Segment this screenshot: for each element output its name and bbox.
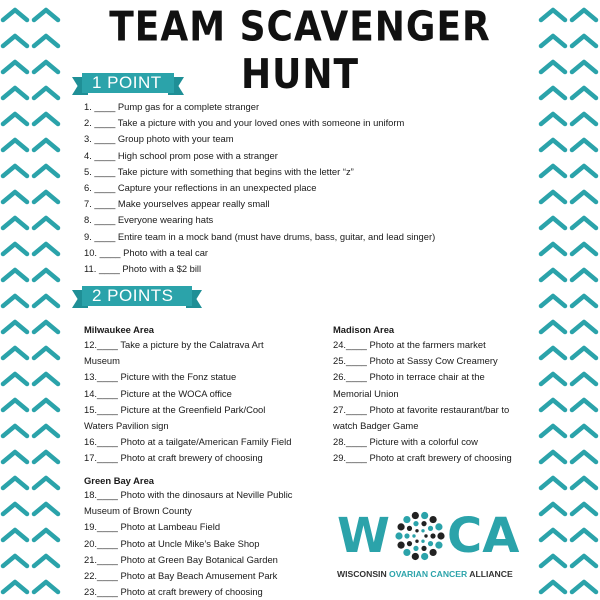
logo-dot (428, 526, 433, 531)
chevron-icon (541, 322, 565, 332)
right-chevron-border (538, 0, 600, 600)
chevron-icon (541, 114, 565, 124)
chevron-icon (541, 218, 565, 228)
one-point-list (84, 99, 435, 277)
chevron-icon (541, 348, 565, 358)
list-item: 10. ____ Photo with a teal car (84, 246, 209, 258)
list-item: Museum (84, 355, 120, 367)
chevron-icon (541, 478, 565, 488)
chevron-icon (3, 114, 27, 124)
chevron-icon (34, 62, 58, 72)
chevron-icon (572, 556, 596, 566)
chevron-icon (34, 530, 58, 540)
logo-dot (412, 553, 419, 560)
chevron-icon (541, 400, 565, 410)
chevron-icon (34, 36, 58, 46)
list-item: 12.____ Take a picture by the Calatrava Art (84, 339, 264, 350)
milwaukee-heading: Milwaukee Area (84, 324, 154, 335)
chevron-icon (3, 166, 27, 176)
chevron-icon (572, 504, 596, 514)
logo-dot (413, 546, 418, 551)
logo-dot (429, 549, 436, 556)
list-item: 7. ____ Make yourselves appear really small (84, 198, 270, 210)
page-title: TEAM SCAVENGER HUNT (109, 3, 491, 99)
chevron-icon (541, 36, 565, 46)
logo-sub-suffix: ALLIANCE (467, 569, 513, 579)
chevron-icon (541, 296, 565, 306)
list-item: 13.____ Picture with the Fonz statue (84, 371, 237, 383)
list-item: 15.____ Picture at the Greenfield Park/Cool (84, 403, 266, 415)
chevron-icon (541, 556, 565, 566)
chevron-icon (3, 426, 27, 436)
chevron-icon (541, 504, 565, 514)
logo-dot (397, 542, 404, 549)
chevron-icon (572, 10, 596, 20)
chevron-icon (3, 10, 27, 20)
list-item: 27.____ Photo at favorite restaurant/bar to (333, 403, 510, 415)
list-item: 4. ____ High school prom pose with a stranger (84, 149, 278, 161)
chevron-icon (34, 322, 58, 332)
chevron-icon (572, 530, 596, 540)
chevron-icon (3, 62, 27, 72)
chevron-icon (34, 452, 58, 462)
chevron-icon (572, 322, 596, 332)
chevron-icon (3, 374, 27, 384)
logo-dot (424, 534, 427, 537)
logo-sub-prefix: WISCONSIN (337, 569, 390, 579)
logo-dot (403, 516, 410, 523)
chevron-icon (572, 478, 596, 488)
logo-dot (415, 529, 418, 532)
chevron-icon (34, 140, 58, 150)
logo-letters-ca: CA (447, 508, 520, 564)
chevron-icon (34, 218, 58, 228)
chevron-icon (34, 504, 58, 514)
list-item: watch Badger Game (333, 419, 419, 431)
chevron-icon (3, 218, 27, 228)
chevron-icon (541, 374, 565, 384)
list-item: Museum of Brown County (84, 505, 192, 517)
chevron-icon (34, 192, 58, 202)
chevron-icon (34, 10, 58, 20)
logo-dot (421, 540, 424, 543)
madison-heading: Madison Area (333, 324, 395, 335)
chevron-icon (541, 270, 565, 280)
chevron-icon (3, 582, 27, 592)
list-item: 29.____ Photo at craft brewery of choosing (333, 452, 512, 464)
logo-dot (413, 521, 418, 526)
list-item: 20.____ Photo at Uncle Mike’s Bake Shop (84, 537, 260, 549)
chevron-icon (541, 244, 565, 254)
chevron-icon (572, 296, 596, 306)
logo-dot (421, 553, 428, 560)
chevron-icon (34, 582, 58, 592)
chevron-icon (3, 322, 27, 332)
logo-dot (407, 526, 412, 531)
chevron-icon (3, 530, 27, 540)
chevron-icon (572, 374, 596, 384)
chevron-icon (541, 62, 565, 72)
chevron-icon (3, 36, 27, 46)
milwaukee-list (84, 337, 291, 467)
chevron-icon (572, 348, 596, 358)
chevron-icon (541, 166, 565, 176)
chevron-icon (34, 478, 58, 488)
logo-dot (407, 541, 412, 546)
list-item: 23.____ Photo at craft brewery of choosing (84, 586, 263, 598)
logo-dot (421, 546, 426, 551)
section-2-label: 2 POINTS (82, 286, 192, 306)
logo-dot (412, 512, 419, 519)
section-1-label: 1 POINT (82, 73, 174, 93)
list-item: 6. ____ Capture your reflections in an unexpected place (84, 181, 317, 193)
chevron-icon (541, 426, 565, 436)
logo-dot (412, 534, 415, 537)
logo-dot (404, 533, 409, 538)
chevron-icon (572, 62, 596, 72)
list-item: Memorial Union (333, 387, 399, 399)
chevron-icon (3, 478, 27, 488)
section-2-ribbon (72, 286, 202, 308)
logo-dot (429, 516, 436, 523)
chevron-icon (572, 140, 596, 150)
logo-dot (397, 523, 404, 530)
logo-dot (421, 521, 426, 526)
list-item: 8. ____ Everyone wearing hats (84, 214, 214, 226)
chevron-icon (572, 166, 596, 176)
list-item: Waters Pavilion sign (84, 419, 169, 431)
logo-dot (403, 549, 410, 556)
logo-dot (421, 512, 428, 519)
chevron-icon (541, 582, 565, 592)
list-item: 21.____ Photo at Green Bay Botanical Garden (84, 553, 278, 565)
greenbay-list (84, 487, 292, 600)
chevron-icon (572, 192, 596, 202)
logo-dot (415, 540, 418, 543)
chevron-icon (572, 36, 596, 46)
logo-dot (437, 532, 444, 539)
section-1-ribbon (72, 73, 184, 95)
chevron-icon (541, 452, 565, 462)
chevron-icon (572, 452, 596, 462)
list-item: 25.____ Photo at Sassy Cow Creamery (333, 355, 498, 367)
chevron-icon (34, 296, 58, 306)
list-item: 16.____ Photo at a tailgate/American Family Field (84, 436, 292, 448)
chevron-icon (572, 88, 596, 98)
chevron-icon (3, 556, 27, 566)
chevron-icon (34, 270, 58, 280)
chevron-icon (572, 582, 596, 592)
chevron-icon (34, 400, 58, 410)
list-item: 3. ____ Group photo with your team (84, 133, 234, 145)
chevron-icon (572, 218, 596, 228)
logo-dot (421, 529, 424, 532)
list-item: 1. ____ Pump gas for a complete stranger (84, 101, 260, 112)
chevron-icon (3, 400, 27, 410)
woca-logo (337, 507, 527, 589)
madison-list (333, 337, 512, 467)
list-item: 18.____ Photo with the dinosaurs at Neville Public (84, 489, 293, 500)
logo-subtitle (337, 569, 513, 579)
chevron-icon (3, 140, 27, 150)
chevron-icon (3, 192, 27, 202)
chevron-icon (34, 348, 58, 358)
chevron-icon (541, 140, 565, 150)
list-item: 22.____ Photo at Bay Beach Amusement Park (84, 569, 278, 581)
chevron-icon (572, 270, 596, 280)
chevron-icon (572, 244, 596, 254)
logo-dot (435, 523, 442, 530)
list-item: 5. ____ Take picture with something that begins with the letter “z” (84, 165, 354, 177)
greenbay-heading: Green Bay Area (84, 475, 155, 486)
chevron-icon (3, 296, 27, 306)
list-item: 19.____ Photo at Lambeau Field (84, 521, 221, 533)
list-item: 28.____ Picture with a colorful cow (333, 436, 478, 448)
chevron-icon (34, 166, 58, 176)
logo-dot (435, 542, 442, 549)
logo-dot (428, 541, 433, 546)
chevron-icon (572, 400, 596, 410)
logo-letter-w: W (337, 508, 390, 564)
chevron-icon (3, 88, 27, 98)
chevron-icon (3, 452, 27, 462)
chevron-icon (541, 530, 565, 540)
chevron-icon (541, 192, 565, 202)
dot-ring-icon (395, 509, 445, 563)
list-item: 2. ____ Take a picture with you and your loved ones with someone in uniform (84, 117, 405, 129)
chevron-icon (572, 426, 596, 436)
logo-dot (430, 533, 435, 538)
list-item: 26.____ Photo in terrace chair at the (333, 371, 485, 383)
chevron-icon (34, 88, 58, 98)
chevron-icon (541, 10, 565, 20)
left-chevron-border (0, 0, 62, 600)
list-item: 24.____ Photo at the farmers market (333, 339, 486, 350)
logo-sub-accent: OVARIAN CANCER (389, 569, 468, 579)
chevron-icon (541, 88, 565, 98)
chevron-icon (34, 374, 58, 384)
chevron-icon (34, 244, 58, 254)
chevron-icon (3, 504, 27, 514)
list-item: 17.____ Photo at craft brewery of choosing (84, 452, 263, 464)
list-item: 9. ____ Entire team in a mock band (must have drums, bass, guitar, and lead singer) (84, 230, 436, 242)
chevron-icon (34, 426, 58, 436)
chevron-icon (572, 114, 596, 124)
chevron-icon (34, 114, 58, 124)
list-item: 11. ____ Photo with a $2 bill (84, 262, 202, 274)
chevron-icon (3, 244, 27, 254)
chevron-icon (3, 270, 27, 280)
chevron-icon (34, 556, 58, 566)
logo-dot (395, 532, 402, 539)
chevron-icon (3, 348, 27, 358)
list-item: 14.____ Picture at the WOCA office (84, 387, 232, 399)
